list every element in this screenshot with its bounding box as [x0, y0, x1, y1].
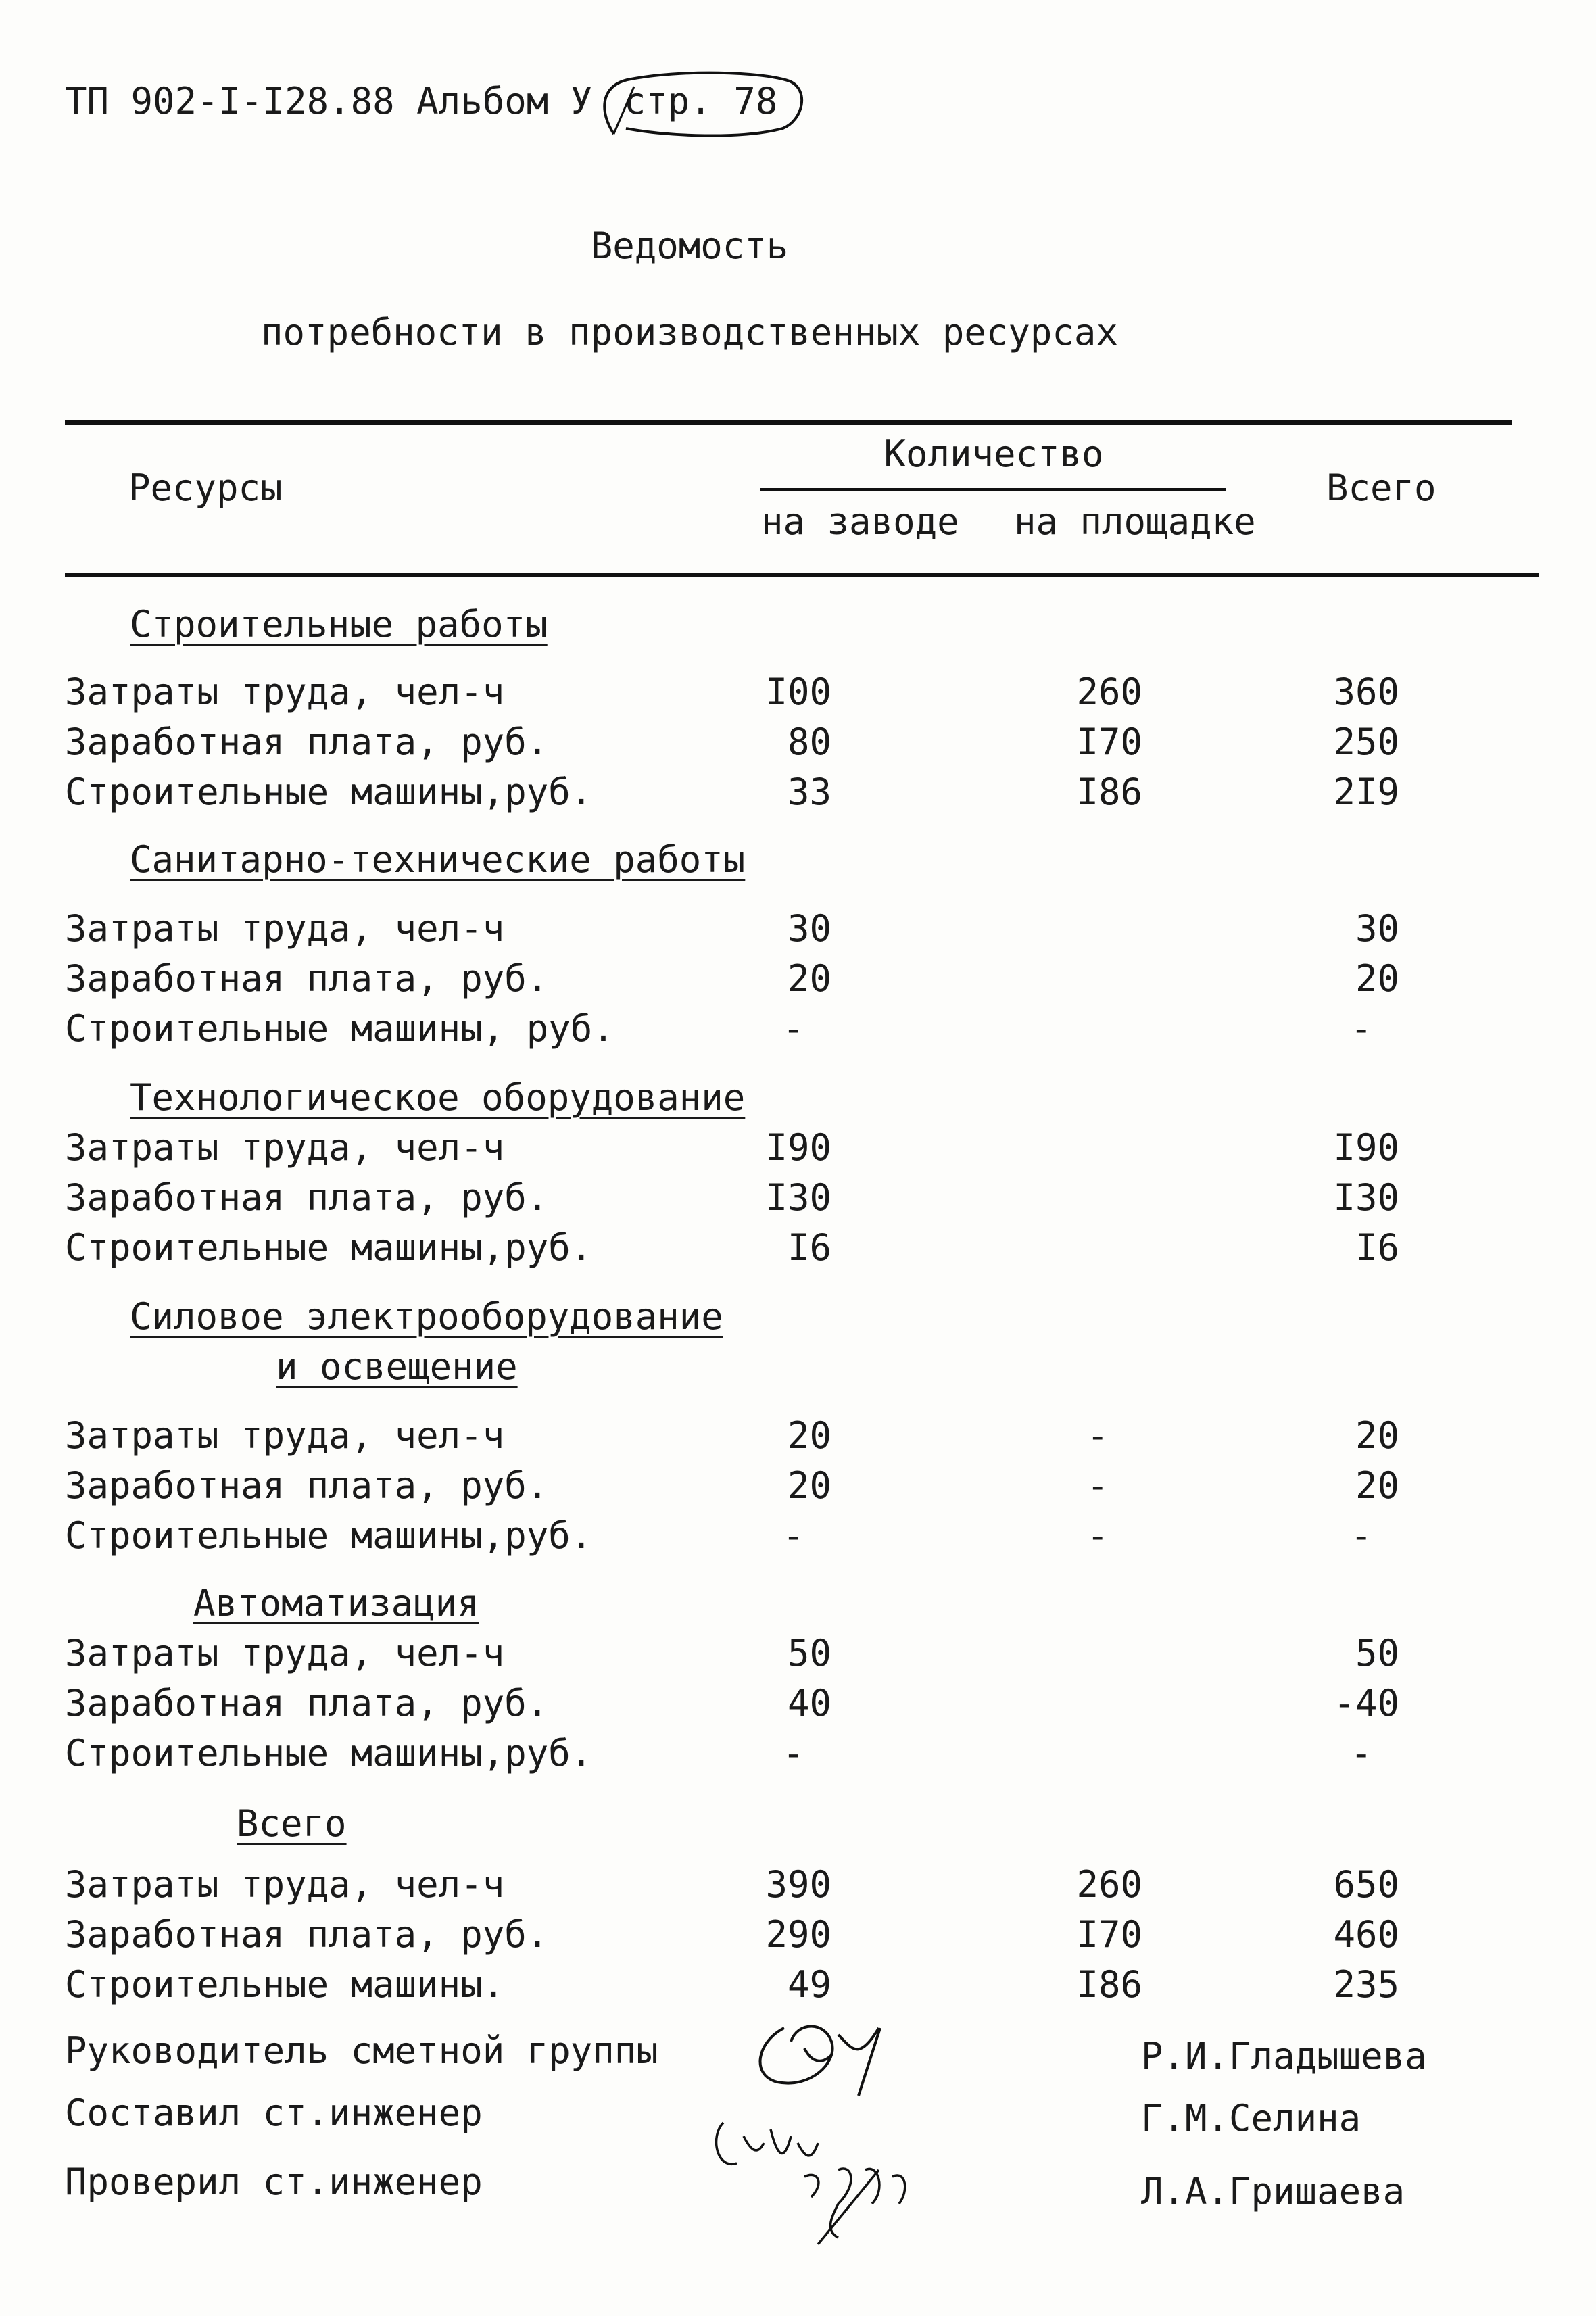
- page-label: стр. 78: [623, 80, 778, 122]
- section-title-equipment: Технологическое оборудование: [130, 1076, 746, 1119]
- section-title-total: Всего: [237, 1802, 347, 1845]
- header-total: Всего: [1326, 466, 1436, 509]
- section-title-construction: Строительные работы: [130, 603, 548, 646]
- header-quantity: Количество: [884, 433, 1104, 475]
- signature-role: Проверил ст.инженер: [65, 2161, 483, 2203]
- document-title: Ведомость: [590, 224, 789, 267]
- page-number-circle-icon: [587, 66, 810, 142]
- handwritten-signature-icon: [703, 2001, 973, 2258]
- document-subtitle: потребности в производственных ресурсах: [261, 311, 1118, 354]
- header-factory: на заводе: [761, 500, 959, 543]
- section-title-electrical-line2: и освещение: [276, 1345, 518, 1388]
- doc-ref: ТП 902-I-I28.88 Альбом У: [65, 80, 593, 122]
- table-top-rule: [65, 420, 1512, 425]
- section-title-electrical: Силовое электрооборудование: [130, 1295, 723, 1338]
- document-page: ТП 902-I-I28.88 Альбом У стр. 78 Ведомость потребности в производственных ресурсах Ресурсы Количество на заводе на площадке Всего Строительные работы Затраты труда, чел-ч I00 260 360 Заработная плата, руб. 80 I70 250 Строительные машины,руб. 33 I86 2I9 Санитарно-технические работы Затраты труда, чел-ч 30 30 Заработная плата, руб. 20 20 Строительные машины, руб. - - Технологическое оборудование Затраты труда, чел-ч I90 I90 Заработная плата, руб. I30 I30 Строительные машины,руб. I6 I6 Силовое электрооборудование и освещение Затраты труда, чел-ч 20 - 20 Заработная плата, руб. 20 - 20 Строительные машины,руб. - - - Автоматизация Затраты труда, чел-ч 50 50 Заработная плата, руб. 40 -40 Строительные машины,руб. - - Всего Затраты труда, чел-ч 390 260 650 Заработная плата, руб. 290 I70 460 Строительные машины. 49 I86 235 Руководитель сметной группы Р.И.Гладышева Составил ст.инженер Г.М.Селина Проверил ст.инженер Л.А.Гришаева: [0, 0, 1596, 2316]
- table-header-rule: [65, 573, 1539, 577]
- section-title-sanitary: Санитарно-технические работы: [130, 838, 746, 881]
- signature-role: Составил ст.инженер: [65, 2092, 483, 2134]
- header-resources: Ресурсы: [128, 466, 283, 509]
- quantity-header-rule: [760, 488, 1226, 491]
- signature-role: Руководитель сметной группы: [65, 2029, 658, 2072]
- header-site: на площадке: [1014, 500, 1256, 543]
- signature-person: Л.А.Гришаева: [1141, 2170, 1405, 2213]
- signature-person: Р.И.Гладышева: [1141, 2035, 1427, 2077]
- signature-person: Г.М.Селина: [1141, 2097, 1361, 2140]
- section-title-automation: Автоматизация: [193, 1582, 479, 1624]
